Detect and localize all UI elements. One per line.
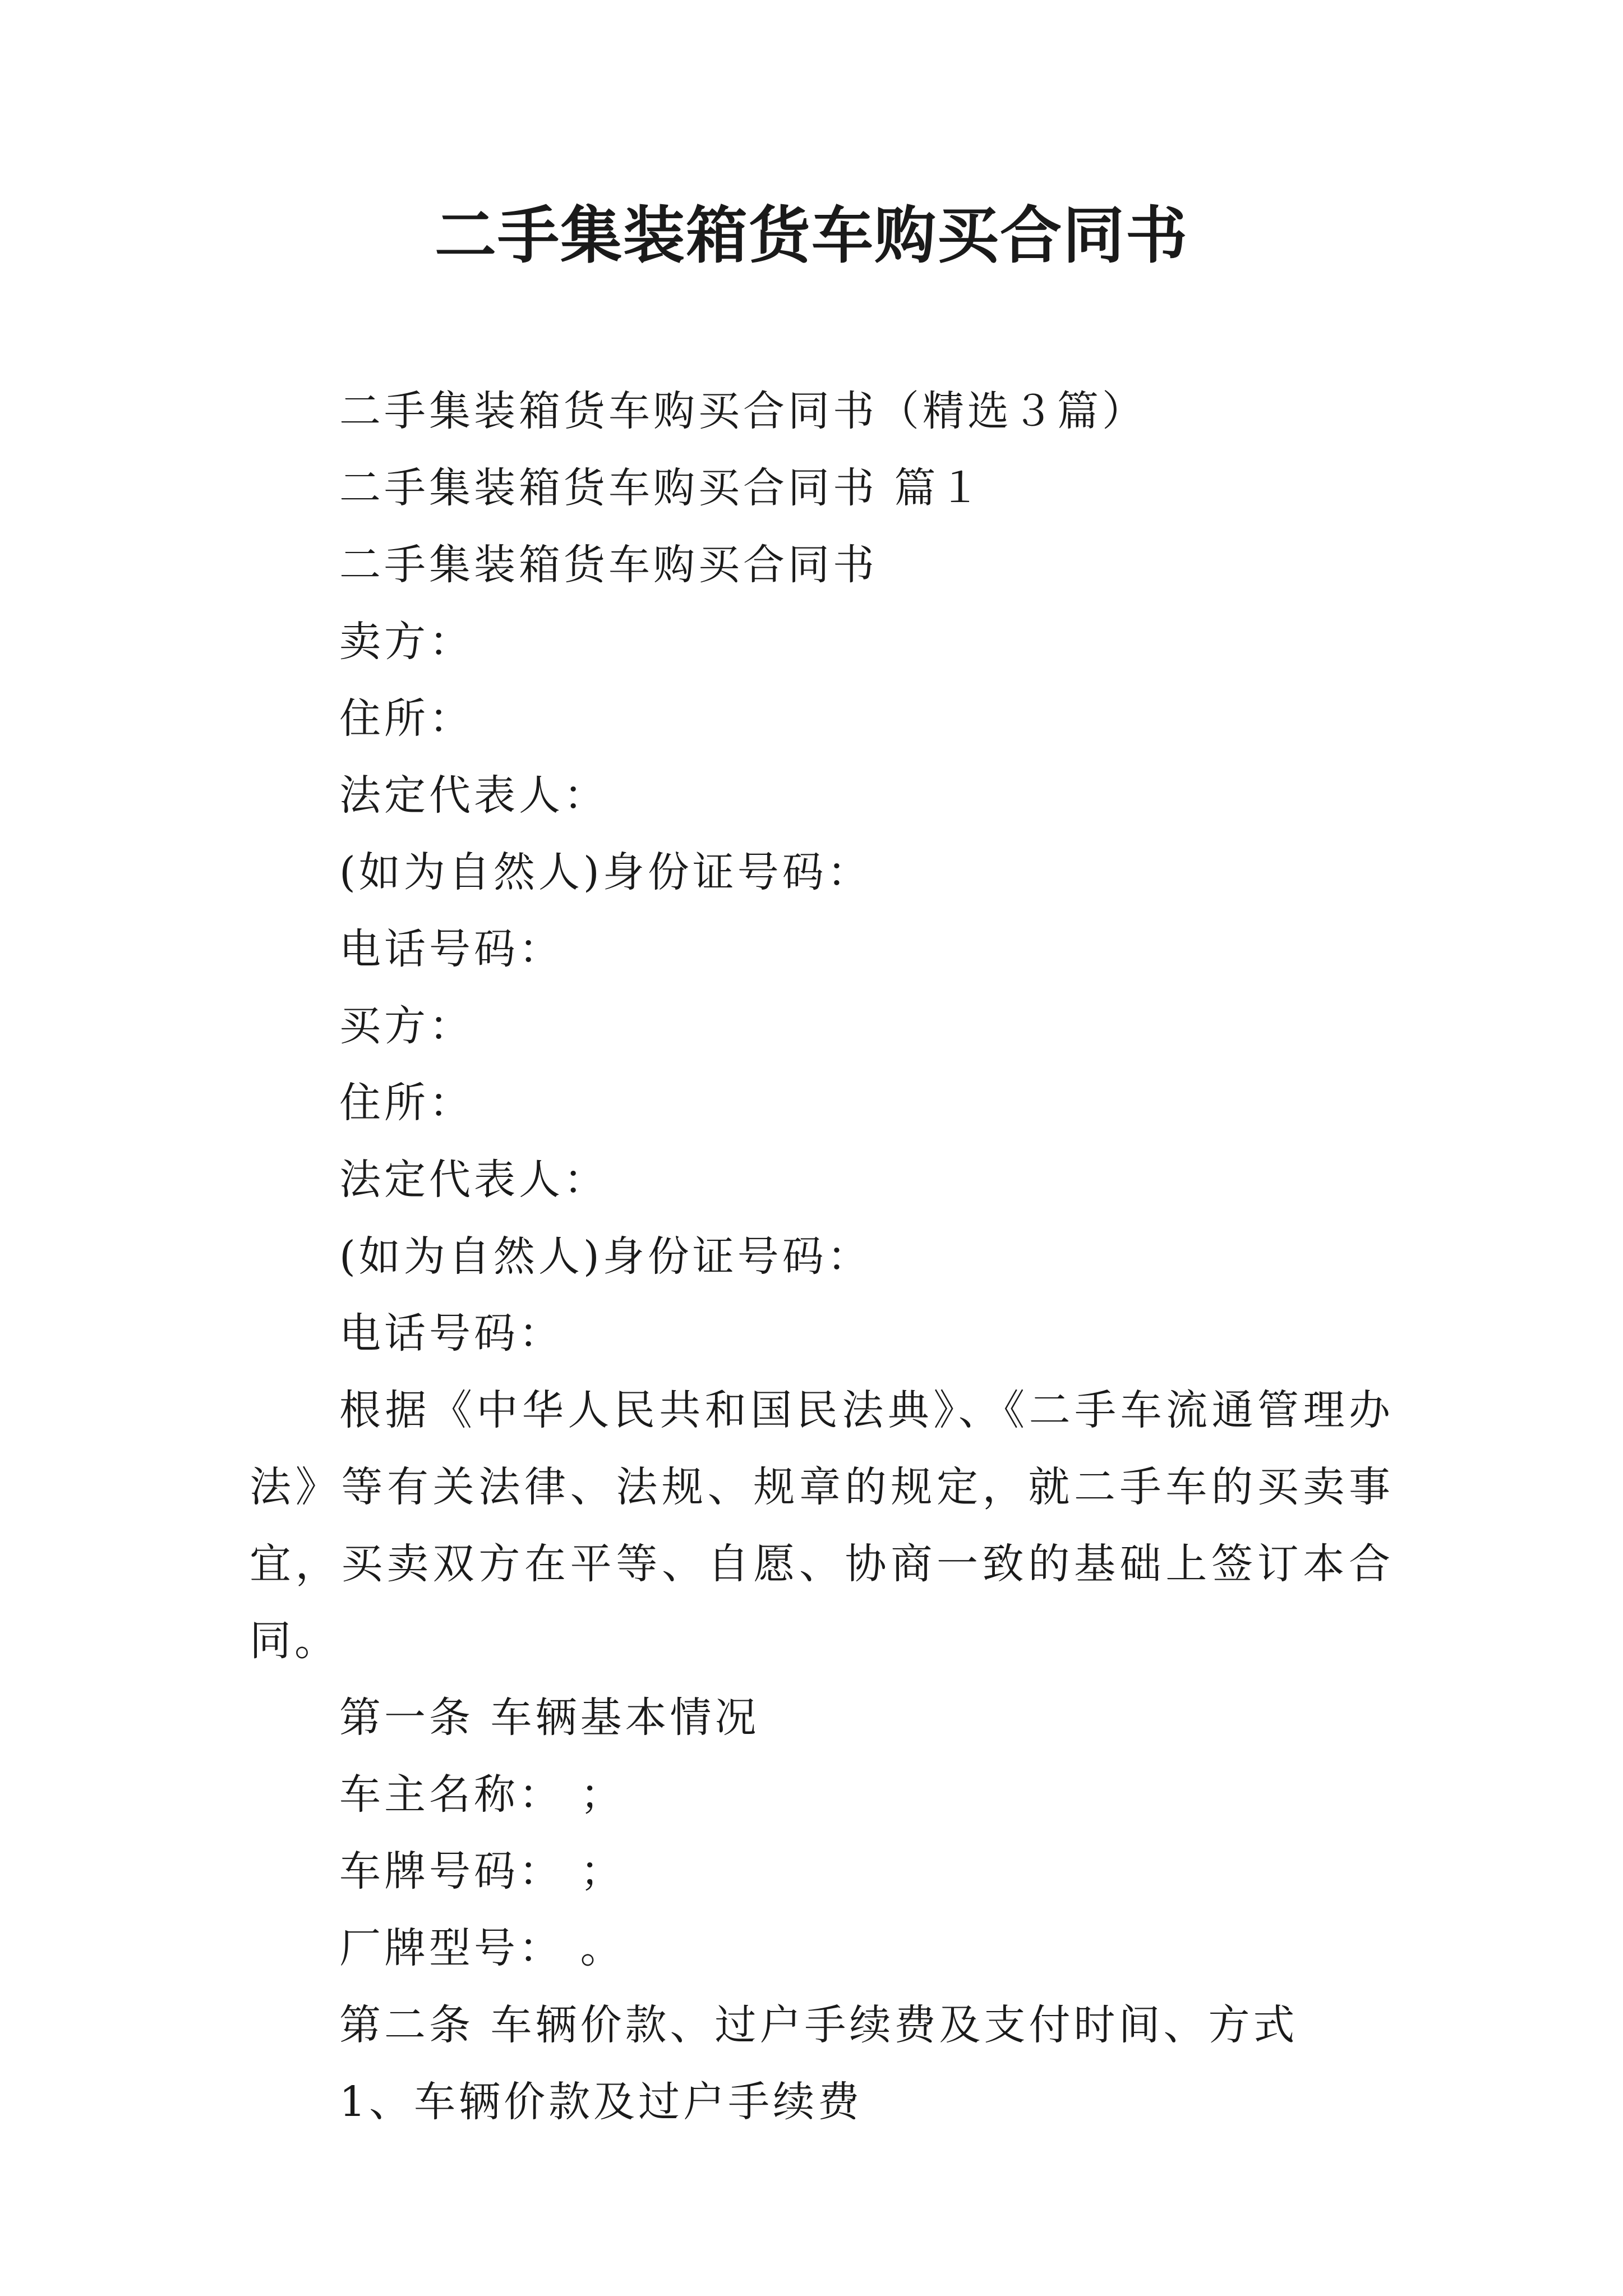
document-body xyxy=(250,373,1394,2141)
text-line: 二手集装箱货车购买合同书 篇１ xyxy=(339,464,984,512)
seller-address-label: 住所： xyxy=(339,694,474,743)
seller-phone-label: 电话号码： xyxy=(339,925,564,973)
document-title: 二手集装箱货车购买合同书 xyxy=(435,199,1188,272)
model-label: 厂牌型号： 。 xyxy=(339,1924,625,1972)
buyer-representative-label: 法定代表人： xyxy=(339,1156,608,1204)
seller-label: 卖方： xyxy=(339,618,474,666)
price-fee-subheading: 1、车辆价款及过户手续费 xyxy=(339,2078,863,2126)
seller-representative-label: 法定代表人： xyxy=(339,771,608,820)
legal-basis-paragraph: 根据《中华人民共和国民法典》、《二手车流通管理办法》等有关法律、法规、规章的规定，就二手车的买卖事宜，买卖双方在平等、自愿、协商一致的基础上签订本合同。 xyxy=(250,1386,1394,1665)
article-2-heading: 第二条 车辆价款、过户手续费及支付时间、方式 xyxy=(339,2001,1298,2049)
text-line: 二手集装箱货车购买合同书 xyxy=(339,541,878,589)
buyer-phone-label: 电话号码： xyxy=(339,1309,564,1358)
owner-name-label: 车主名称： ； xyxy=(339,1770,625,1819)
buyer-address-label: 住所： xyxy=(339,1079,474,1127)
article-1-heading: 第一条 车辆基本情况 xyxy=(339,1694,760,1742)
buyer-id-label: (如为自然人)身份证号码： xyxy=(339,1232,872,1281)
seller-id-label: (如为自然人)身份证号码： xyxy=(339,848,872,896)
plate-number-label: 车牌号码： ； xyxy=(339,1847,625,1895)
buyer-label: 买方： xyxy=(339,1002,474,1050)
text-line: 二手集装箱货车购买合同书（精选３篇） xyxy=(339,387,1147,435)
